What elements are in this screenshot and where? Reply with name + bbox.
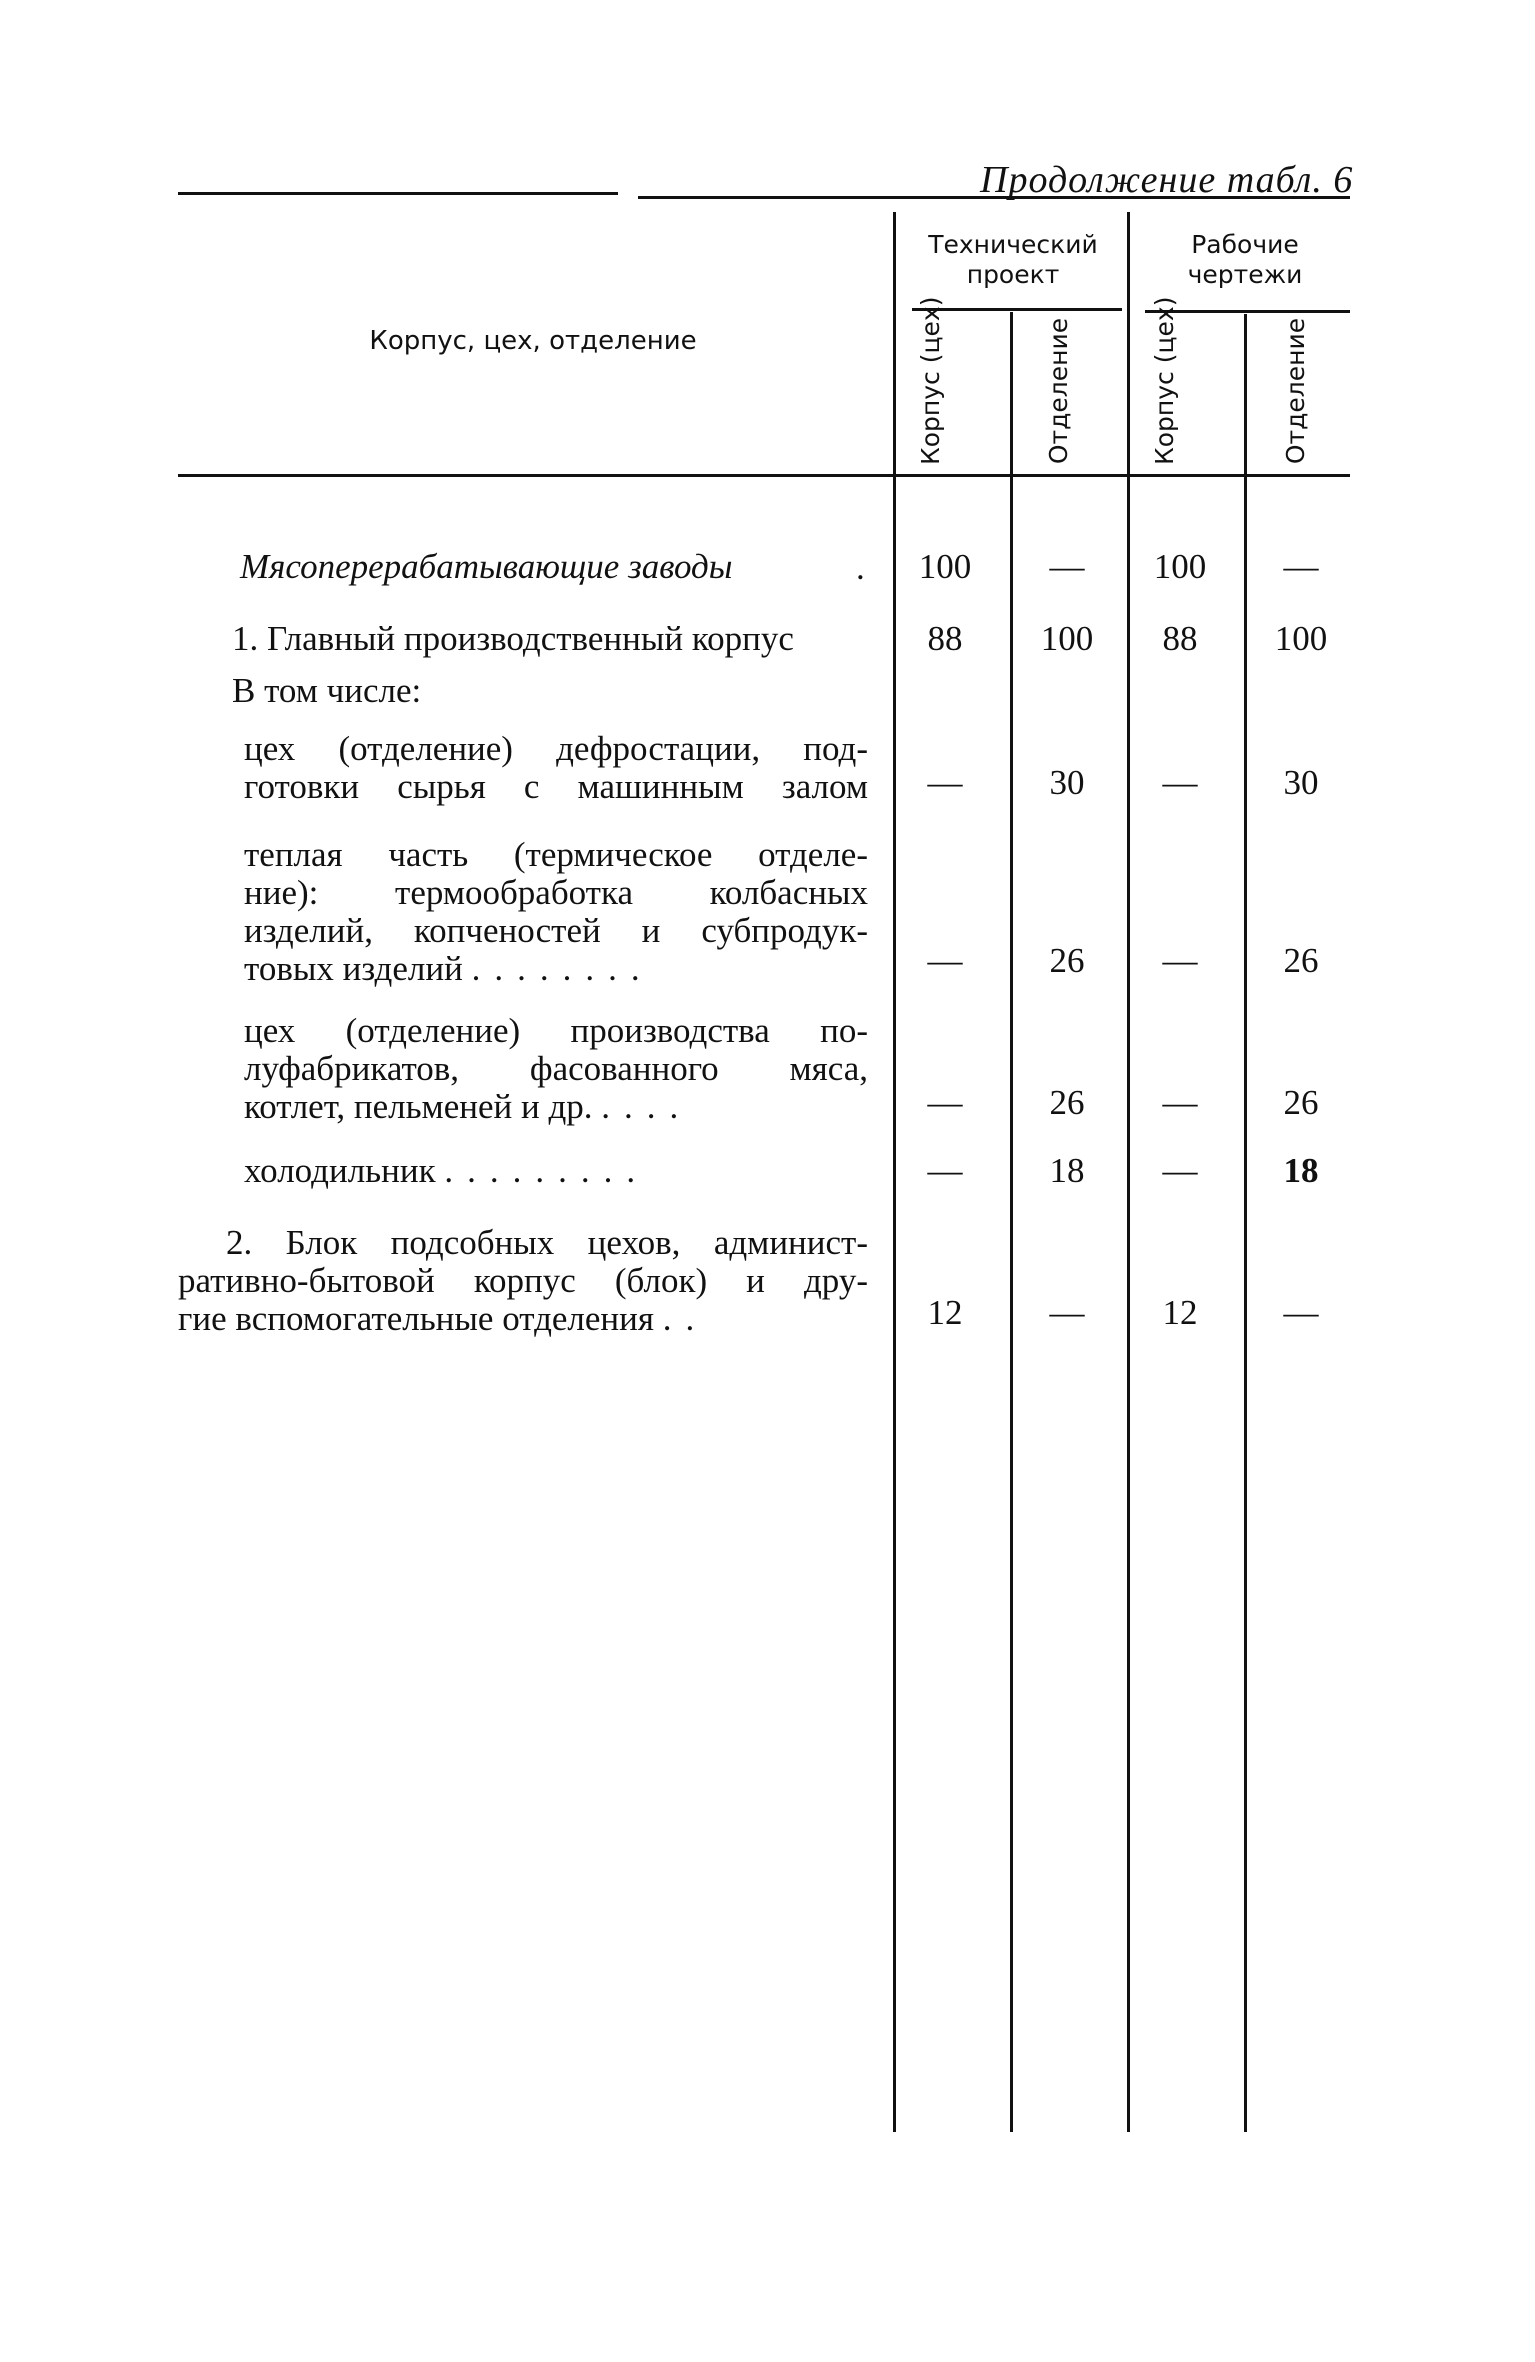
row-5-label: цех (отделение) производства по- луфабрикатов, фасованного мяса, котлет, пельменей и др. ....: [244, 1011, 868, 1126]
col-header-tp-otdelenie: Отделение: [1044, 317, 1073, 465]
row-5-val-0: —: [927, 1083, 963, 1122]
row-0-label: Мясоперерабатывающие заводы: [240, 547, 733, 586]
group1-header: Технический проект: [928, 230, 1098, 289]
row-6-val-1: 18: [1049, 1151, 1085, 1190]
row-5-val-2: —: [1162, 1083, 1198, 1122]
row-1-val-0: 88: [927, 619, 963, 658]
row-7-label: 2. Блок подсобных цехов, админист- ративно-бытовой корпус (блок) и дру- гие вспомогательные отделения ..: [178, 1223, 868, 1338]
row-0-val-2: 100: [1153, 547, 1207, 586]
row-3-val-1: 30: [1049, 763, 1085, 802]
header-top-rule-left: [178, 192, 618, 195]
header-top-rule-right: [638, 196, 1350, 199]
row-2-label: В том числе:: [232, 671, 422, 710]
col-divider-4: [1244, 314, 1247, 2132]
header-bottom-rule: [178, 474, 1350, 477]
row-3-val-3: 30: [1283, 763, 1319, 802]
row-4-val-3: 26: [1283, 941, 1319, 980]
col-header-tp-korpus: Корпус (цех): [916, 296, 945, 465]
row-7-val-0: 12: [927, 1293, 963, 1332]
col-header-rc-korpus: Корпус (цех): [1150, 296, 1179, 465]
row-4-val-0: —: [927, 941, 963, 980]
row-4-label: теплая часть (термическое отделе- ние): термообработка колбасных изделий, копченостей и субпродук- товых изделий ........: [244, 835, 868, 988]
row-0-val-1: —: [1049, 547, 1085, 586]
row-0-val-3: —: [1283, 547, 1319, 586]
row-6-val-0: —: [927, 1151, 963, 1190]
row-6-label: холодильник .........: [244, 1151, 650, 1190]
row-6-val-3: 18: [1283, 1151, 1319, 1190]
row-3-val-0: —: [927, 763, 963, 802]
row-4-val-2: —: [1162, 941, 1198, 980]
row-3-label: цех (отделение) дефростации, под- готовки сырья с машинным залом: [244, 729, 868, 806]
row-1-val-2: 88: [1162, 619, 1198, 658]
col-header-rc-otdelenie: Отделение: [1281, 317, 1310, 465]
row-0-val-0: 100: [918, 547, 972, 586]
row-7-val-3: —: [1283, 1293, 1319, 1332]
table-caption: Продолжение табл. 6: [980, 159, 1354, 201]
row-6-val-2: —: [1162, 1151, 1198, 1190]
row-4-val-1: 26: [1049, 941, 1085, 980]
row-0-leader: .: [856, 548, 865, 587]
row-1-val-1: 100: [1040, 619, 1094, 658]
row-1-val-3: 100: [1274, 619, 1328, 658]
group2-header: Рабочие чертежи: [1187, 230, 1303, 289]
row-5-val-1: 26: [1049, 1083, 1085, 1122]
row-1-label: 1. Главный производственный корпус: [232, 619, 794, 658]
row-7-val-2: 12: [1162, 1293, 1198, 1332]
row-3-val-2: —: [1162, 763, 1198, 802]
row-5-val-3: 26: [1283, 1083, 1319, 1122]
row-label-header: Корпус, цех, отделение: [369, 326, 697, 356]
row-7-val-1: —: [1049, 1293, 1085, 1332]
